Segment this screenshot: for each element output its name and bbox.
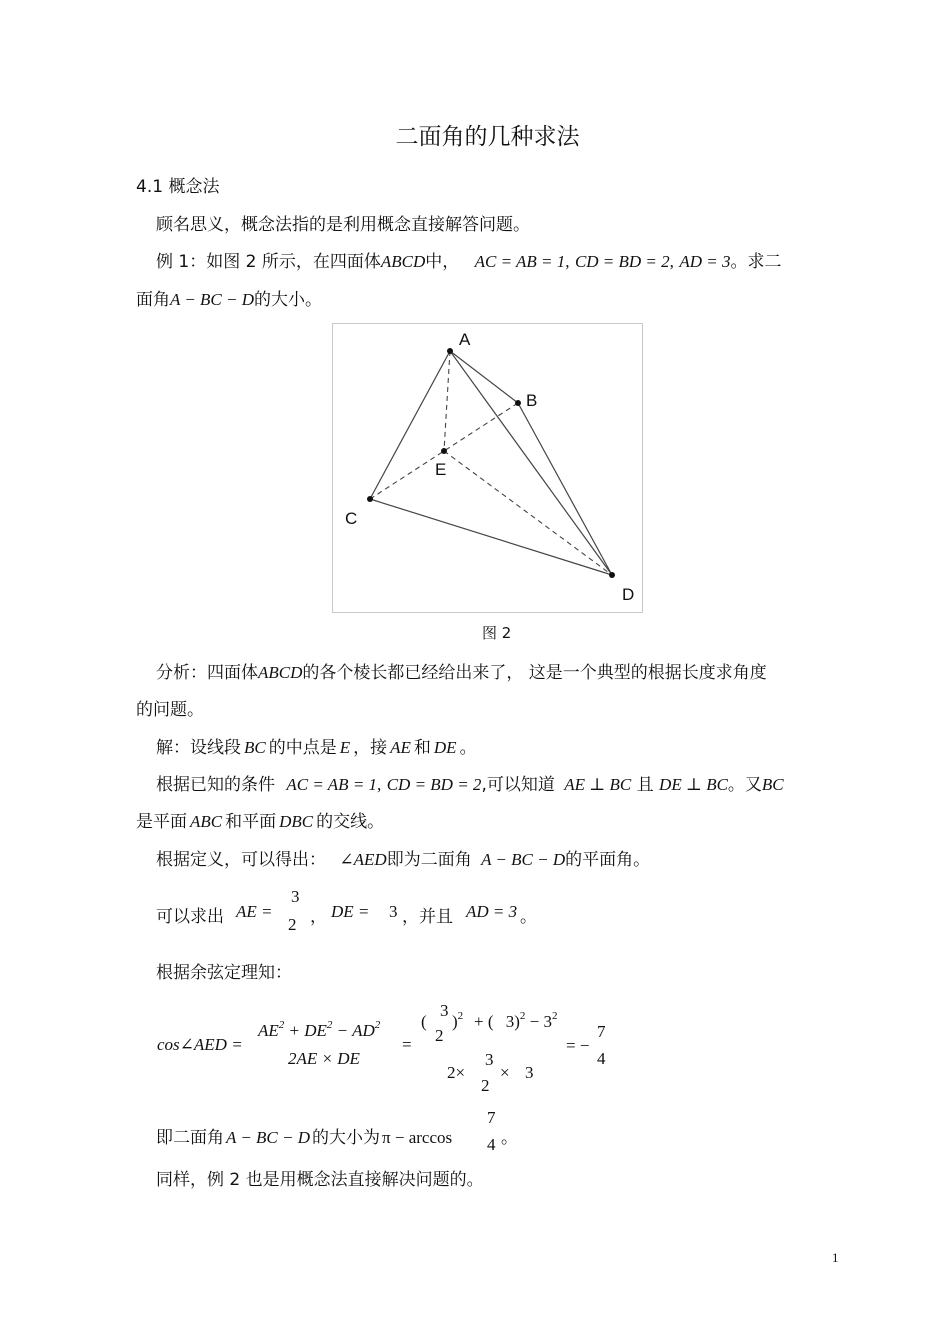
analysis-line2: 的问题。 — [136, 700, 204, 720]
solution-comma: ，接 — [353, 738, 388, 758]
conditions-line1 — [156, 770, 784, 795]
res-den: 4 — [597, 1049, 606, 1068]
sq1: 2 — [278, 1019, 285, 1031]
point-c — [367, 496, 373, 502]
sep2: , — [669, 252, 674, 271]
formula-lhs: cos∠AED = — [157, 1035, 243, 1054]
tetrahedron-diagram — [333, 324, 642, 612]
final-line: 同样，例 2 也是用概念法直接解决问题的。 — [156, 1170, 484, 1190]
edge-bd — [518, 403, 612, 575]
conditions-pre: 根据已知的条件 — [156, 775, 275, 795]
conditions-mid: ,可以知道 — [481, 775, 555, 795]
solution-e: E — [339, 738, 351, 757]
n2-frac-num: 3 — [440, 1001, 449, 1020]
sq2: 2 — [326, 1019, 333, 1031]
label-b: B — [526, 391, 538, 410]
conditions-sep: , — [377, 775, 382, 794]
num-plus-de: + DE — [288, 1021, 327, 1040]
num-minus-ad: − AD — [336, 1021, 375, 1040]
analysis-post: 的各个棱长都已经给出来了， 这是一个典型的根据长度求角度 — [302, 663, 767, 683]
dihedral-expr: A − BC − D — [170, 290, 255, 309]
n2-sq: 2 — [457, 1010, 464, 1022]
compute-and: ，并且 — [402, 907, 453, 927]
edge-ad — [450, 351, 612, 575]
formula-eq2: = − — [566, 1036, 590, 1055]
n2-sq3: 2 — [552, 1010, 558, 1022]
n2-minus: − 3 — [529, 1012, 553, 1031]
compute-end: 。 — [520, 907, 537, 927]
compute-de-val: 3 — [389, 902, 398, 921]
point-a — [447, 348, 453, 354]
example1-label: 例 1：如图 2 所示，在四面体 — [156, 252, 381, 272]
tetra-name: ABCD — [380, 252, 426, 271]
d2-sqrt3: 3 — [525, 1063, 534, 1082]
compute-ad: AD = 3 — [466, 902, 518, 921]
example1-ask: 。求二 — [730, 252, 782, 272]
conditions-line2 — [136, 807, 384, 832]
label-a: A — [459, 330, 471, 349]
res-num: 7 — [597, 1022, 606, 1041]
n2-sq2: 2 — [519, 1010, 526, 1022]
conditions-c2: CD = BD = 2 — [386, 775, 482, 794]
d2-times: × — [500, 1063, 510, 1082]
conclusion-den: 4 — [487, 1135, 496, 1154]
formula-den1: 2AE × DE — [288, 1049, 360, 1068]
page-number: 1 — [832, 1250, 839, 1265]
example1-line2-post: 的大小。 — [254, 290, 323, 310]
compute-ae-num: 3 — [291, 887, 300, 906]
conditions-bc: BC — [761, 775, 784, 794]
edge-ae-dashed — [444, 351, 450, 451]
compute-ae: AE = — [236, 902, 273, 921]
intro-paragraph: 顾名思义，概念法指的是利用概念直接解答问题。 — [156, 215, 530, 235]
solution-and: 和 — [413, 738, 431, 758]
cond-ac-ab: AC = AB = 1 — [474, 252, 566, 271]
conditions-post: 。又 — [727, 775, 762, 795]
conclusion-pre: 即二面角 — [156, 1128, 224, 1148]
point-d — [609, 572, 615, 578]
n2-open: ( — [421, 1012, 427, 1031]
definition-pre: 根据定义，可以得出： — [156, 850, 326, 870]
label-c: C — [345, 509, 358, 528]
label-e: E — [435, 460, 447, 479]
solution-ae: AE — [390, 738, 411, 757]
conditions-perp1: AE ⊥ BC — [564, 775, 632, 794]
example1-mid: 中， — [425, 252, 460, 272]
point-b — [515, 400, 521, 406]
cond-ad: AD = 3 — [679, 252, 731, 271]
d2-two: 2× — [447, 1063, 466, 1082]
figure-frame — [332, 323, 643, 613]
n2-rest — [474, 1012, 558, 1032]
conclusion-dihedral: A − BC − D — [226, 1128, 311, 1147]
formula-eq1: = — [402, 1035, 412, 1054]
compute-de: DE = — [331, 902, 370, 921]
conditions-and: 且 — [636, 775, 654, 795]
edge-cd — [370, 499, 612, 575]
definition-line — [156, 845, 650, 870]
sep1: , — [565, 252, 570, 271]
n2-sqrt3: 3) — [505, 1012, 520, 1031]
n2-close — [452, 1012, 463, 1032]
num-ae: AE — [258, 1021, 279, 1040]
example1-line2 — [136, 285, 322, 310]
conditions-dbc: DBC — [279, 812, 314, 831]
solution-bc: BC — [244, 738, 266, 757]
edge-ab — [450, 351, 518, 403]
conditions-line2-post: 的交线。 — [316, 812, 385, 832]
conditions-perp2: DE ⊥ BC — [659, 775, 728, 794]
solution-end: 。 — [459, 738, 477, 758]
n2-frac-den: 2 — [435, 1026, 444, 1045]
formula-num1 — [258, 1021, 380, 1041]
definition-mid: 即为二面角 — [386, 850, 472, 870]
figure-caption: 图 2 — [482, 624, 512, 642]
solution-pre: 解：设线段 — [156, 738, 241, 758]
d2-den: 2 — [481, 1076, 490, 1095]
n2-plus: + ( — [474, 1012, 494, 1031]
definition-angle: ∠AED — [339, 850, 387, 869]
definition-dihedral: A − BC − D — [481, 850, 566, 869]
definition-post: 的平面角。 — [565, 850, 651, 870]
conclusion-expr: π − arccos — [382, 1128, 453, 1147]
analysis-tetra: ABCD — [258, 663, 303, 682]
conditions-line2-pre: 是平面 — [136, 812, 187, 832]
label-d: D — [622, 585, 635, 604]
example1-line2-pre: 面角 — [136, 290, 170, 310]
solution-de: DE — [433, 738, 457, 757]
example1-line1 — [156, 247, 781, 272]
solution-mid: 的中点是 — [268, 738, 337, 758]
analysis-line1 — [156, 658, 767, 683]
page-title: 二面角的几种求法 — [395, 124, 580, 150]
compute-ae-den: 2 — [288, 915, 297, 934]
edge-ed-dashed — [444, 451, 612, 575]
point-e — [441, 448, 447, 454]
conclusion-num: 7 — [487, 1108, 496, 1127]
cond-cd-bd: CD = BD = 2 — [574, 252, 670, 271]
d2-num: 3 — [485, 1050, 494, 1069]
analysis-pre: 分析：四面体 — [156, 663, 258, 683]
conditions-c1: AC = AB = 1 — [286, 775, 378, 794]
conclusion-end: 。 — [501, 1128, 518, 1148]
compute-pre: 可以求出 — [156, 907, 224, 927]
conclusion-mid: 的大小为 — [312, 1128, 381, 1148]
compute-comma: ， — [310, 907, 327, 927]
solution-line — [156, 733, 477, 758]
conditions-abc: ABC — [190, 812, 223, 831]
n2-close-paren: ) — [452, 1012, 458, 1031]
sq3: 2 — [374, 1019, 381, 1031]
conditions-line2-mid: 和平面 — [225, 812, 277, 832]
conclusion-line — [156, 1123, 452, 1148]
cosine-law-text: 根据余弦定理知： — [156, 963, 292, 983]
section-heading: 4.1 概念法 — [136, 177, 220, 197]
